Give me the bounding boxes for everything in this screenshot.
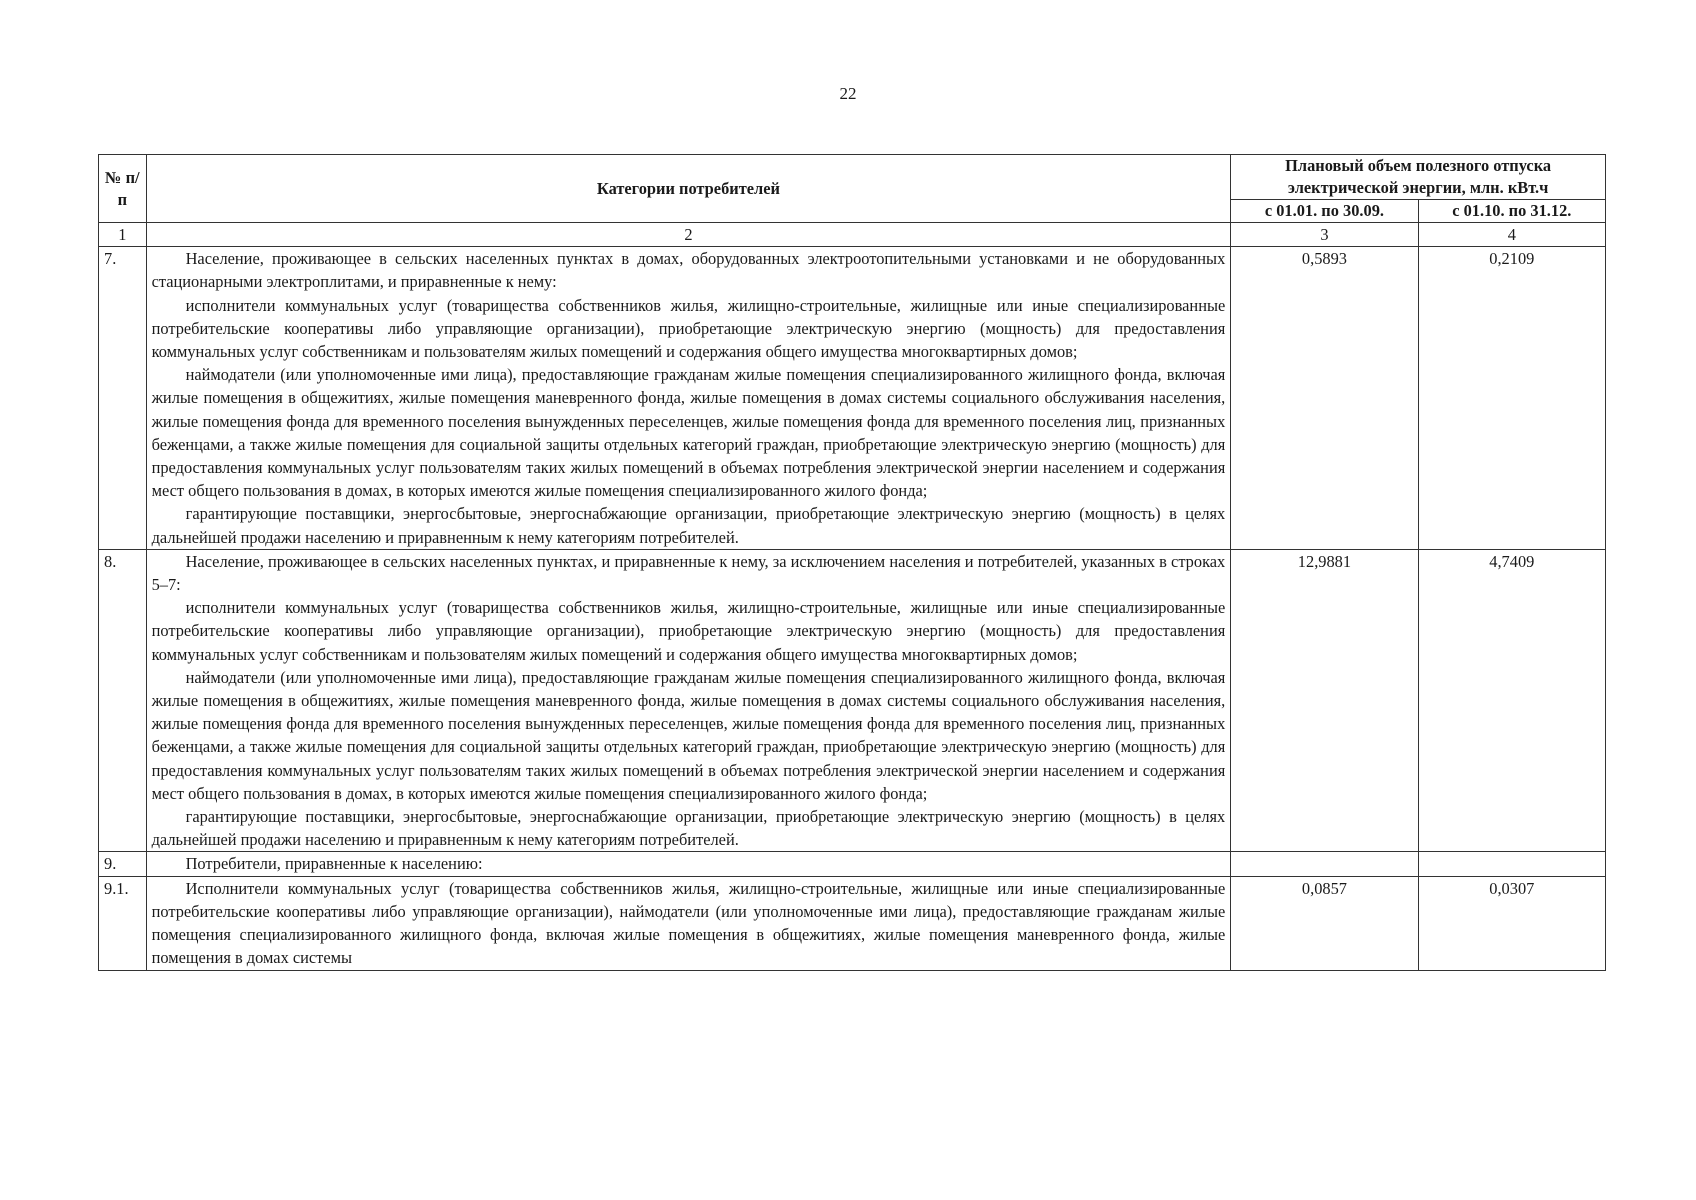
row-number: 9.1. (99, 876, 147, 970)
category-paragraph: Население, проживающее в сельских населенных пунктах, и приравненные к нему, за исключением населения и потребителей, указанных в строках 5–7: (151, 551, 1226, 595)
category-paragraph: наймодатели (или уполномоченные ими лица), предоставляющие гражданам жилые помещения специализированного жилищного фонда, включая жилые помещения в общежитиях, жилые помещения маневренного фонда, жилые помещения в домах системы социального обслуживания населения, жилые помещения фонда для временного поселения вынужденных переселенцев, жилые помещения фонда для временного поселения лиц, признанных беженцами, а также жилые помещения для социальной защиты отдельных категорий граждан, приобретающие электрическую энергию (мощность) для предоставления коммунальных услуг пользователям таких жилых помещений в объемах потребления электрической энергии населением и содержания мест общего пользования в домах, в которых имеются жилые помещения специализированного жилого фонда; (151, 667, 1226, 803)
value-period-1: 0,0857 (1231, 876, 1418, 970)
header-volume: Плановый объем полезного отпуска электрической энергии, млн. кВт.ч (1231, 155, 1606, 200)
category-paragraph: Исполнители коммунальных услуг (товарищества собственников жилья, жилищно-строительные, жилищные или иные специализированные потребительские кооперативы либо управляющие организации), наймодатели (или уполномоченные ими лица), предоставляющие гражданам жилые помещения специализированного жилищного фонда, включая жилые помещения в общежитиях, жилые помещения маневренного фонда, жилые помещения в домах системы (151, 878, 1226, 968)
category-paragraph: Население, проживающее в сельских населенных пунктах в домах, оборудованных электроотопительными установками и не оборудованных стационарными электроплитами, и приравненные к нему: (151, 249, 1226, 292)
value-period-2 (1418, 852, 1605, 876)
page-number: 22 (839, 84, 857, 103)
category-paragraph: Потребители, приравненные к населению: (185, 854, 483, 874)
value-period-2: 0,2109 (1418, 247, 1605, 550)
column-number: 4 (1418, 223, 1605, 247)
value-period-1: 12,9881 (1231, 549, 1418, 852)
row-number: 7. (99, 247, 147, 550)
header-row (99, 155, 1606, 200)
column-number: 2 (146, 223, 1231, 247)
column-number: 1 (99, 223, 147, 247)
header-num: № п/п (99, 155, 147, 223)
table-row (99, 549, 1606, 852)
category-cell (146, 549, 1231, 852)
row-number: 9. (99, 852, 147, 876)
table-row (99, 247, 1606, 550)
category-paragraph: исполнители коммунальных услуг (товарищества собственников жилья, жилищно-строительные, жилищные или иные специализированные потребительские кооперативы либо управляющие организации), приобретающие электрическую энергию (мощность) для предоставления коммунальных услуг собственникам и пользователям жилых помещений и содержания общего имущества многоквартирных домов; (151, 295, 1226, 362)
column-number-row (99, 223, 1606, 247)
column-number: 3 (1231, 223, 1418, 247)
category-paragraph: гарантирующие поставщики, энергосбытовые, энергоснабжающие организации, приобретающие электрическую энергию (мощность) в целях дальнейшей продажи населению и приравненным к нему категориям потребителей. (151, 504, 1226, 547)
category-cell (146, 852, 1231, 876)
category-cell (146, 876, 1231, 970)
header-period-2: с 01.10. по 31.12. (1418, 200, 1605, 223)
category-cell (146, 247, 1231, 550)
value-period-1 (1231, 852, 1418, 876)
value-period-2: 0,0307 (1418, 876, 1605, 970)
table-row (99, 876, 1606, 970)
header-category: Категории потребителей (146, 155, 1231, 223)
header-period-1: с 01.01. по 30.09. (1231, 200, 1418, 223)
category-paragraph: наймодатели (или уполномоченные ими лица), предоставляющие гражданам жилые помещения специализированного жилищного фонда, включая жилые помещения в общежитиях, жилые помещения маневренного фонда, жилые помещения в домах системы социального обслуживания населения, жилые помещения фонда для временного поселения вынужденных переселенцев, жилые помещения фонда для временного поселения лиц, признанных беженцами, а также жилые помещения для социальной защиты отдельных категорий граждан, приобретающие электрическую энергию (мощность) для предоставления коммунальных услуг пользователям таких жилых помещений в объемах потребления электрической энергии населением и содержания мест общего пользования в домах, в которых имеются жилые помещения специализированного жилого фонда; (151, 365, 1226, 501)
consumption-table (98, 154, 1606, 971)
value-period-1: 0,5893 (1231, 247, 1418, 550)
value-period-2: 4,7409 (1418, 549, 1605, 852)
table-row (99, 852, 1606, 876)
category-paragraph: исполнители коммунальных услуг (товарищества собственников жилья, жилищно-строительные, жилищные или иные специализированные потребительские кооперативы либо управляющие организации), приобретающие электрическую энергию (мощность) для предоставления коммунальных услуг собственникам и пользователям жилых помещений и содержания общего имущества многоквартирных домов; (151, 598, 1226, 664)
row-number: 8. (99, 549, 147, 852)
category-paragraph: гарантирующие поставщики, энергосбытовые, энергоснабжающие организации, приобретающие электрическую энергию (мощность) в целях дальнейшей продажи населению и приравненным к нему категориям потребителей. (151, 807, 1226, 850)
